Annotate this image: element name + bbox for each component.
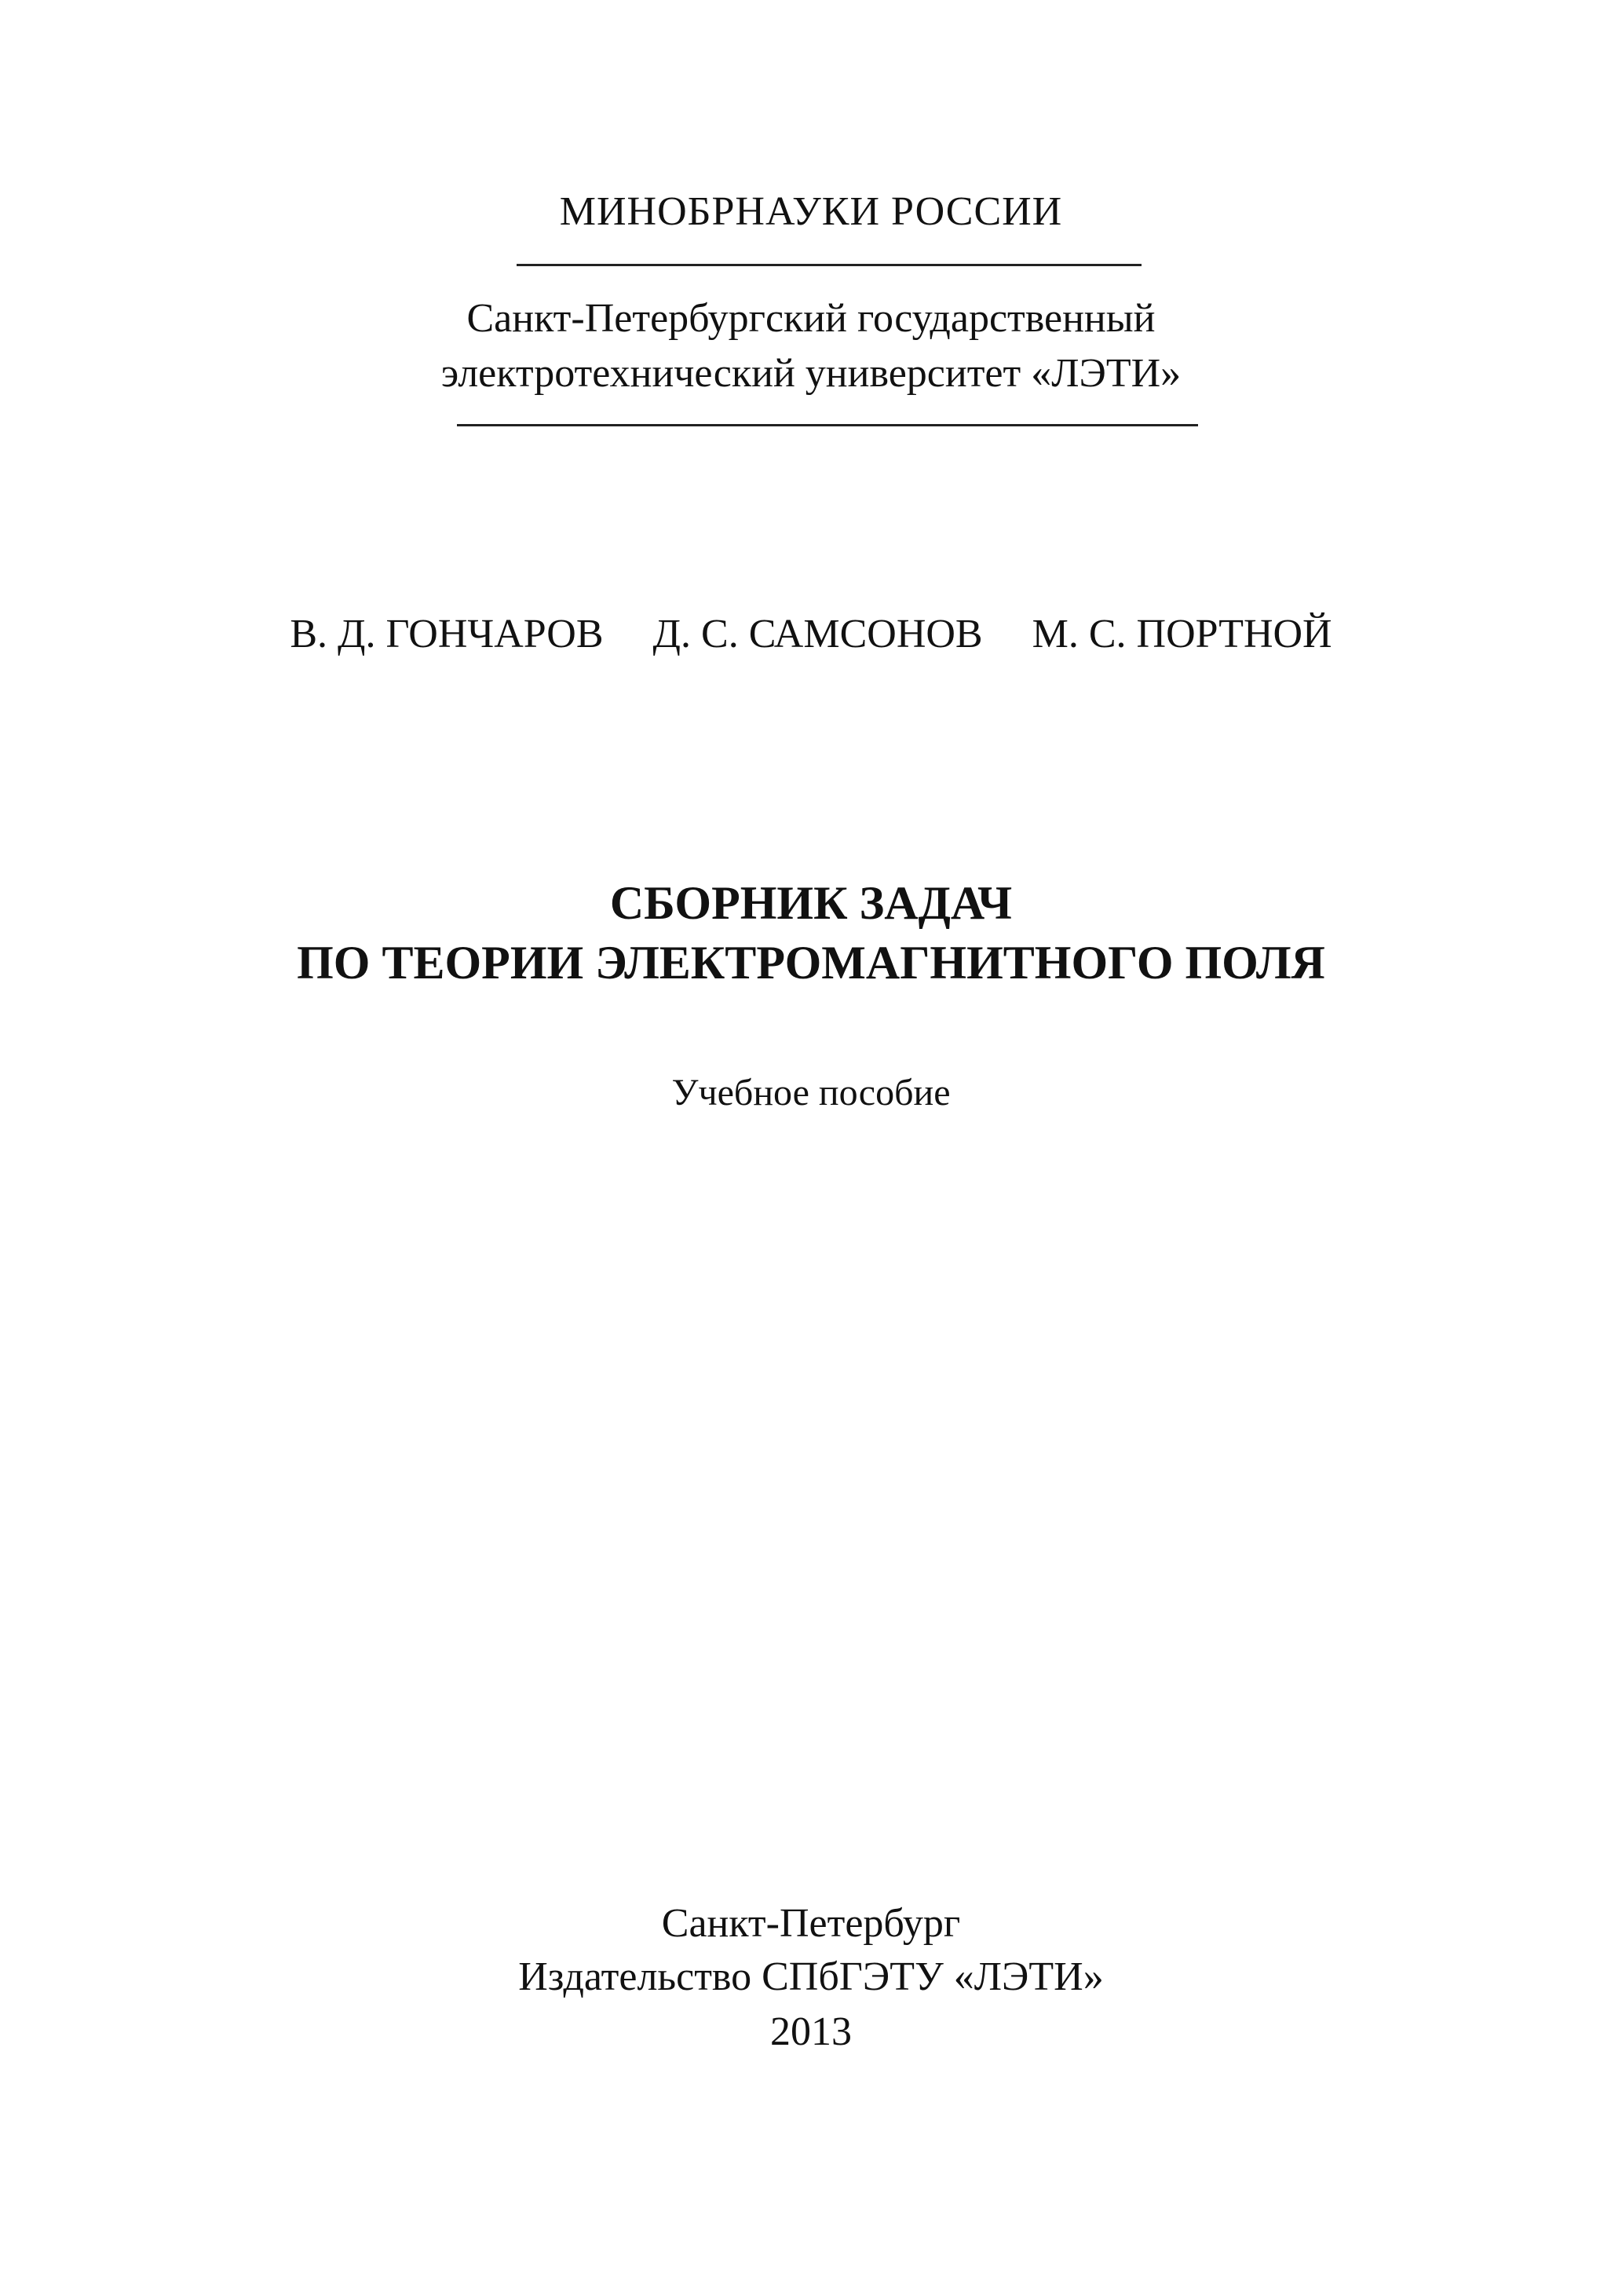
- header-divider-long: [457, 424, 1198, 426]
- imprint-year: 2013: [770, 2009, 852, 2054]
- book-subtitle: Учебное пособие: [671, 1072, 951, 1113]
- book-title-line2: ПО ТЕОРИИ ЭЛЕКТРОМАГНИТНОГО ПОЛЯ: [297, 937, 1325, 989]
- imprint-city: Санкт-Петербург: [661, 1901, 961, 1946]
- university-name-line1: Санкт-Петербургский государственный: [466, 296, 1156, 341]
- authors-line: [0, 611, 1622, 657]
- book-title-line1: СБОРНИК ЗАДАЧ: [609, 877, 1013, 929]
- university-name-line2: электротехнический университет «ЛЭТИ»: [440, 351, 1182, 396]
- author-name: В. Д. ГОНЧАРОВ: [290, 612, 604, 656]
- author-name: Д. С. САМСОНОВ: [652, 612, 983, 656]
- header-divider-short: [517, 264, 1142, 266]
- author-name: М. С. ПОРТНОЙ: [1032, 612, 1332, 656]
- imprint-publisher: Издательство СПбГЭТУ «ЛЭТИ»: [518, 1954, 1104, 1999]
- ministry-heading: МИНОБРНАУКИ РОССИИ: [559, 189, 1063, 234]
